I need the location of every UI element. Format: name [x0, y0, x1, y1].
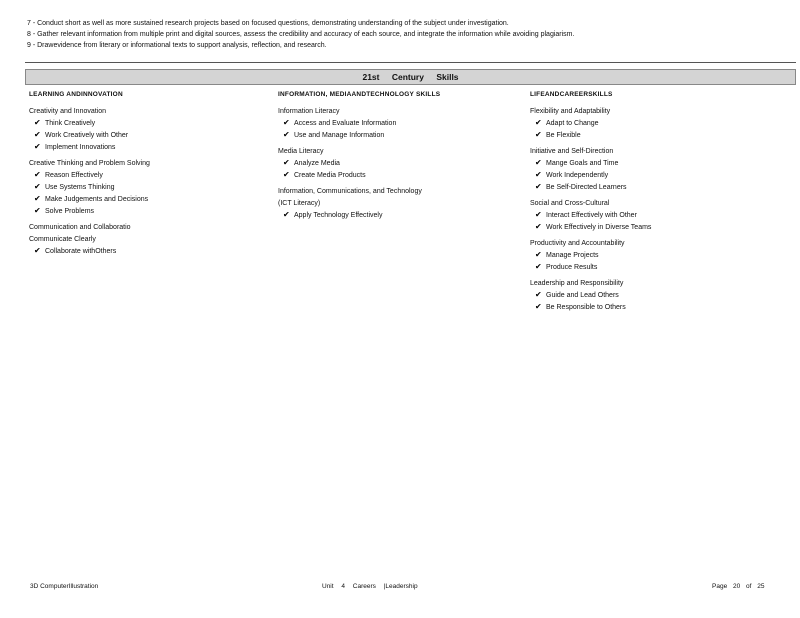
skill-group: [278, 106, 523, 142]
skill-item-label: Guide and Lead Others: [546, 292, 619, 299]
skill-group: [278, 186, 523, 222]
skill-item: [530, 210, 780, 222]
skill-item: [29, 142, 274, 154]
skill-item: [530, 158, 780, 170]
skill-item-label: Use and Manage Information: [294, 132, 385, 139]
skill-item: [530, 290, 780, 302]
footer-page-number: Page 20 of 25: [712, 583, 765, 590]
checkmark-icon: ✔: [34, 182, 41, 191]
standard-item: 9 - Drawevidence from literary or informational texts to support analysis, reflection, and research.: [27, 42, 327, 49]
checkmark-icon: ✔: [535, 182, 542, 191]
checkmark-icon: ✔: [34, 170, 41, 179]
standard-item: 8 - Gather relevant information from multiple print and digital sources, assess the credibility and accuracy of each source, and integrate the information while avoiding plagiarism.: [27, 31, 575, 38]
skill-item-label: Apply Technology Effectively: [294, 212, 383, 219]
standard-item: 7 - Conduct short as well as more sustained research projects based on focused questions, demonstrating understanding of the subject under investigation.: [27, 20, 509, 27]
skill-group-title: Media Literacy: [278, 148, 324, 155]
skill-group: [29, 222, 274, 258]
skill-item: [530, 262, 780, 274]
skill-item: [29, 170, 274, 182]
checkmark-icon: ✔: [34, 246, 41, 255]
skill-item: [29, 206, 274, 218]
skill-item: [29, 118, 274, 130]
skill-item: [530, 302, 780, 314]
skill-item: [29, 194, 274, 206]
skill-item-label: Create Media Products: [294, 172, 366, 179]
skill-group: [29, 106, 274, 154]
skill-group: [530, 238, 780, 274]
skill-group: [29, 158, 274, 218]
checkmark-icon: ✔: [283, 118, 290, 127]
skill-item: [530, 250, 780, 262]
skill-item-label: Work Independently: [546, 172, 609, 179]
skill-item-label: Reason Effectively: [45, 172, 103, 179]
skill-item-label: Produce Results: [546, 264, 598, 271]
skill-group-title: Productivity and Accountability: [530, 240, 625, 247]
skill-group-title: Initiative and Self-Direction: [530, 148, 614, 155]
skill-group-title: Flexibility and Adaptability: [530, 108, 611, 115]
skill-item: [530, 182, 780, 194]
column-heading: LIFEANDCAREERSKILLS: [530, 91, 613, 98]
skill-item-label: Access and Evaluate Information: [294, 120, 397, 127]
checkmark-icon: ✔: [283, 130, 290, 139]
checkmark-icon: ✔: [535, 170, 542, 179]
skill-group: [278, 146, 523, 182]
checkmark-icon: ✔: [34, 142, 41, 151]
skill-item-label: Adapt to Change: [546, 120, 599, 127]
checkmark-icon: ✔: [283, 210, 290, 219]
skill-group: [530, 106, 780, 142]
skills-column-life-career: [530, 89, 780, 318]
skill-item: [278, 210, 523, 222]
skill-item: [29, 130, 274, 142]
checkmark-icon: ✔: [283, 170, 290, 179]
skill-group-title: Information, Communications, and Technology (ICT Literacy): [278, 188, 422, 207]
skill-item: [530, 222, 780, 234]
checkmark-icon: ✔: [535, 158, 542, 167]
skill-item: [278, 130, 523, 142]
skill-group-title: Creative Thinking and Problem Solving: [29, 160, 150, 167]
checkmark-icon: ✔: [535, 210, 542, 219]
skill-item-label: Work Creatively with Other: [45, 132, 129, 139]
skill-item: [278, 170, 523, 182]
skill-item-label: Implement Innovations: [45, 144, 116, 151]
skill-group: [530, 198, 780, 234]
checkmark-icon: ✔: [535, 290, 542, 299]
checkmark-icon: ✔: [34, 194, 41, 203]
skills-column-information: [278, 89, 523, 226]
checkmark-icon: ✔: [535, 262, 542, 271]
skill-item-label: Interact Effectively with Other: [546, 212, 637, 219]
skill-item: [278, 118, 523, 130]
skill-item-label: Use Systems Thinking: [45, 184, 115, 191]
skill-item-label: Analyze Media: [294, 160, 340, 167]
skills-column-learning: [29, 89, 274, 262]
skill-item: [29, 182, 274, 194]
skill-item-label: Mange Goals and Time: [546, 160, 619, 167]
footer-course: 3D ComputerIllustration: [30, 583, 99, 590]
skill-group-title: Leadership and Responsibility: [530, 280, 624, 287]
skill-item-label: Make Judgements and Decisions: [45, 196, 149, 203]
column-heading: INFORMATION, MEDIAANDTECHNOLOGY SKILLS: [278, 91, 441, 98]
skill-item-label: Collaborate withOthers: [45, 248, 117, 255]
skill-item-label: Think Creatively: [45, 120, 96, 127]
skills-section-title: 21st Century Skills: [25, 69, 796, 85]
skill-item-label: Be Responsible to Others: [546, 304, 626, 311]
checkmark-icon: ✔: [535, 222, 542, 231]
checkmark-icon: ✔: [535, 118, 542, 127]
checkmark-icon: ✔: [535, 250, 542, 259]
skill-item-label: Solve Problems: [45, 208, 95, 215]
skill-group-title: Social and Cross-Cultural: [530, 200, 610, 207]
checkmark-icon: ✔: [34, 206, 41, 215]
skill-item-label: Be Flexible: [546, 132, 581, 139]
skill-item: [29, 246, 274, 258]
column-heading: LEARNING ANDINNOVATION: [29, 91, 123, 98]
skill-item-label: Manage Projects: [546, 252, 599, 259]
skill-group-title: Information Literacy: [278, 108, 340, 115]
checkmark-icon: ✔: [34, 118, 41, 127]
checkmark-icon: ✔: [535, 130, 542, 139]
skill-item: [530, 170, 780, 182]
skill-item: [530, 130, 780, 142]
divider: [25, 62, 796, 63]
skill-item: [530, 118, 780, 130]
skill-item: [278, 158, 523, 170]
checkmark-icon: ✔: [34, 130, 41, 139]
skill-group-title: Communication and Collaboratio Communicate Clearly: [29, 224, 131, 243]
skill-group: [530, 278, 780, 314]
skill-item-label: Work Effectively in Diverse Teams: [546, 224, 652, 231]
checkmark-icon: ✔: [535, 302, 542, 311]
skill-group-title: Creativity and Innovation: [29, 108, 107, 115]
skill-group: [530, 146, 780, 194]
standards-list: [27, 18, 797, 51]
footer-unit: Unit 4 Careers |Leadership: [322, 583, 418, 590]
checkmark-icon: ✔: [283, 158, 290, 167]
skill-item-label: Be Self-Directed Learners: [546, 184, 627, 191]
